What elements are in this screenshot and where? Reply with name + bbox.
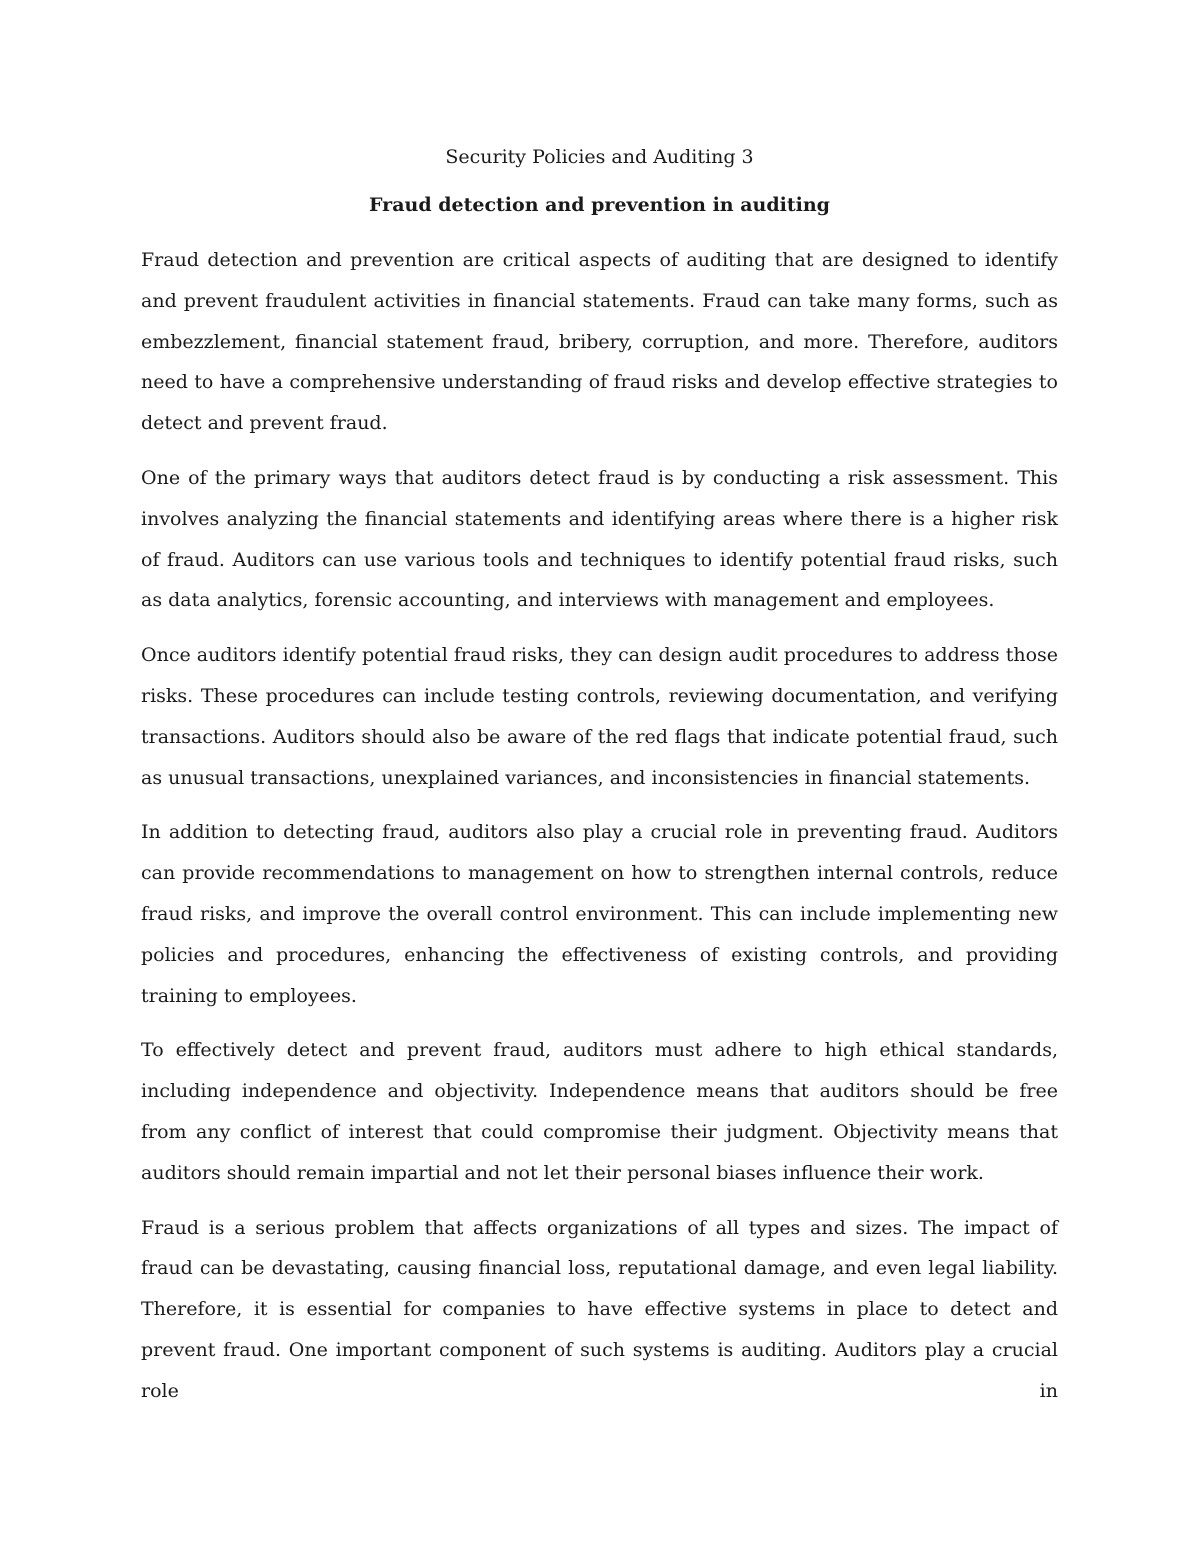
paragraph-1: Fraud detection and prevention are critical aspects of auditing that are designed to identify and prevent fraudulent activities in financial statements. Fraud can take many forms, such as embezzlement, financial statement fraud, bribery, corruption, and more. Therefore, auditors need to have a comprehensive understanding of fraud risks and develop effective strategies to detect and prevent fraud. bbox=[141, 249, 1058, 435]
paragraph-3: Once auditors identify potential fraud risks, they can design audit procedures to address those risks. These procedures can include testing controls, reviewing documentation, and verifying transactions. Auditors should also be aware of the red flags that indicate potential fraud, such as unusual transactions, unexplained variances, and inconsistencies in financial statements. bbox=[141, 644, 1058, 789]
paragraph-2: One of the primary ways that auditors detect fraud is by conducting a risk assessment. This involves analyzing the financial statements and identifying areas where there is a higher risk of fraud. Auditors can use various tools and techniques to identify potential fraud risks, such as data analytics, forensic accounting, and interviews with management and employees. bbox=[141, 466, 1058, 612]
document-title: Fraud detection and prevention in auditing bbox=[369, 194, 830, 216]
running-header: Security Policies and Auditing 3 bbox=[445, 146, 754, 168]
paragraph-5: To effectively detect and prevent fraud, auditors must adhere to high ethical standards, including independence and objectivity. Independence means that auditors should be free from any conflict of interest that could compromise their judgment. Objectivity means that auditors should remain impartial and not let their personal biases influence their work. bbox=[141, 1039, 1058, 1184]
document-page bbox=[141, 140, 1058, 1426]
paragraph-6: Fraud is a serious problem that affects organizations of all types and sizes. The impact of fraud can be devastating, causing financial loss, reputational damage, and even legal liability. Therefore, it is essential for companies to have effective systems in place to detect and prevent fraud. One important component of such systems is auditing. Auditors play a crucial role in bbox=[141, 1216, 1058, 1402]
paragraph-4: In addition to detecting fraud, auditors also play a crucial role in preventing fraud. Auditors can provide recommendations to management on how to strengthen internal controls, reduce fraud risks, and improve the overall control environment. This can include implementing new policies and procedures, enhancing the effectiveness of existing controls, and providing training to employees. bbox=[141, 821, 1058, 1007]
